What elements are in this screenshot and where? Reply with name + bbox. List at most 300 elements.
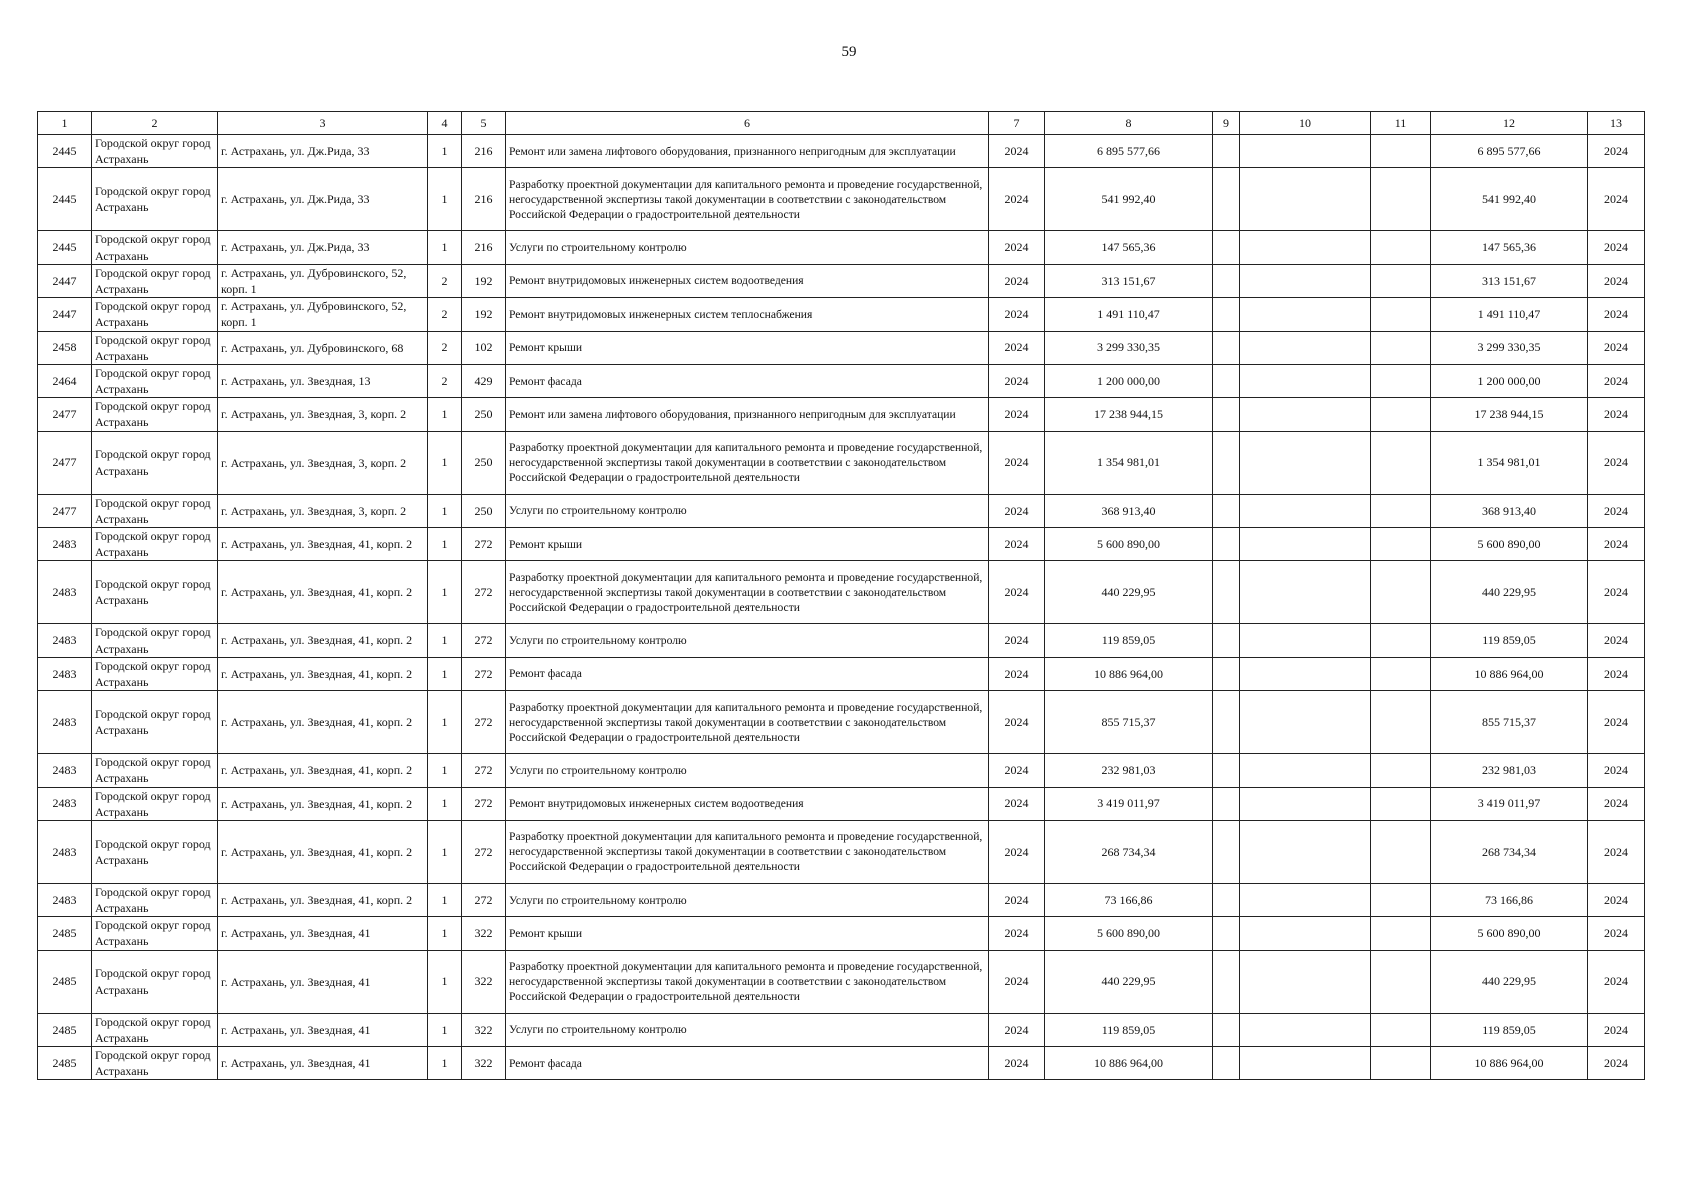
cell-address: г. Астрахань, ул. Звездная, 41	[218, 1013, 428, 1046]
cell-col-10	[1240, 883, 1371, 916]
cell-col-9	[1213, 561, 1240, 624]
cell-col-4: 1	[428, 787, 462, 820]
cell-municipality: Городской округ город Астрахань	[92, 494, 218, 527]
cell-col-13: 2024	[1588, 657, 1645, 690]
cell-col-11	[1371, 528, 1431, 561]
cell-address: г. Астрахань, ул. Звездная, 41, корп. 2	[218, 528, 428, 561]
cell-col-4: 1	[428, 431, 462, 494]
cell-cost: 268 734,34	[1045, 820, 1213, 883]
cell-work-type: Разработку проектной документации для капитального ремонта и проведение государственной, негосударственной экспертизы такой документации в соответствии с законодательством Российской Федерации о градостроительной деятельности	[506, 820, 989, 883]
cell-work-type: Ремонт фасада	[506, 364, 989, 397]
cell-col-13: 2024	[1588, 950, 1645, 1013]
cell-work-type: Услуги по строительному контролю	[506, 1013, 989, 1046]
table-row	[38, 820, 1645, 883]
column-header: 4	[428, 112, 462, 135]
cell-col-9	[1213, 364, 1240, 397]
cell-record-number: 2483	[38, 657, 92, 690]
cell-col-9	[1213, 787, 1240, 820]
cell-col-5: 272	[462, 787, 506, 820]
cell-col-4: 1	[428, 135, 462, 168]
cell-record-number: 2477	[38, 431, 92, 494]
cell-col-11	[1371, 231, 1431, 264]
cell-col-5: 102	[462, 331, 506, 364]
cell-record-number: 2483	[38, 754, 92, 787]
cell-cost: 440 229,95	[1045, 950, 1213, 1013]
page-number: 59	[841, 44, 857, 60]
cell-address: г. Астрахань, ул. Дж.Рида, 33	[218, 168, 428, 231]
cell-work-type: Разработку проектной документации для капитального ремонта и проведение государственной, негосударственной экспертизы такой документации в соответствии с законодательством Российской Федерации о градостроительной деятельности	[506, 168, 989, 231]
cell-work-type: Разработку проектной документации для капитального ремонта и проведение государственной, негосударственной экспертизы такой документации в соответствии с законодательством Российской Федерации о градостроительной деятельности	[506, 950, 989, 1013]
cell-col-10	[1240, 331, 1371, 364]
cell-col-7: 2024	[989, 135, 1045, 168]
cell-col-9	[1213, 917, 1240, 950]
cell-col-12: 5 600 890,00	[1431, 917, 1588, 950]
cell-municipality: Городской округ город Астрахань	[92, 883, 218, 916]
cell-col-4: 1	[428, 494, 462, 527]
cell-municipality: Городской округ город Астрахань	[92, 917, 218, 950]
cell-col-9	[1213, 264, 1240, 297]
cell-col-12: 10 886 964,00	[1431, 1047, 1588, 1080]
cell-col-4: 1	[428, 624, 462, 657]
cell-col-7: 2024	[989, 1013, 1045, 1046]
cell-col-5: 216	[462, 135, 506, 168]
cell-col-13: 2024	[1588, 494, 1645, 527]
cell-col-4: 2	[428, 331, 462, 364]
cell-col-7: 2024	[989, 431, 1045, 494]
table-row	[38, 431, 1645, 494]
cell-work-type: Ремонт внутридомовых инженерных систем водоотведения	[506, 787, 989, 820]
table-row	[38, 1047, 1645, 1080]
cell-cost: 147 565,36	[1045, 231, 1213, 264]
table-row	[38, 528, 1645, 561]
cell-col-9	[1213, 398, 1240, 431]
cell-col-7: 2024	[989, 331, 1045, 364]
cell-col-10	[1240, 1047, 1371, 1080]
cell-col-12: 440 229,95	[1431, 950, 1588, 1013]
table-row	[38, 264, 1645, 297]
cell-col-5: 322	[462, 950, 506, 1013]
column-header: 6	[506, 112, 989, 135]
cell-col-10	[1240, 657, 1371, 690]
cell-record-number: 2483	[38, 820, 92, 883]
cell-col-7: 2024	[989, 691, 1045, 754]
cell-work-type: Ремонт крыши	[506, 917, 989, 950]
cell-col-7: 2024	[989, 494, 1045, 527]
cell-cost: 73 166,86	[1045, 883, 1213, 916]
column-header: 11	[1371, 112, 1431, 135]
cell-col-4: 1	[428, 398, 462, 431]
cell-col-5: 250	[462, 431, 506, 494]
cell-col-10	[1240, 135, 1371, 168]
table-row	[38, 917, 1645, 950]
column-header: 8	[1045, 112, 1213, 135]
cell-col-4: 2	[428, 298, 462, 331]
cell-col-13: 2024	[1588, 1013, 1645, 1046]
cell-col-10	[1240, 364, 1371, 397]
cell-address: г. Астрахань, ул. Звездная, 41	[218, 917, 428, 950]
cell-col-7: 2024	[989, 787, 1045, 820]
cell-col-9	[1213, 231, 1240, 264]
cell-address: г. Астрахань, ул. Дж.Рида, 33	[218, 135, 428, 168]
cell-col-11	[1371, 331, 1431, 364]
cell-col-11	[1371, 135, 1431, 168]
cell-work-type: Разработку проектной документации для капитального ремонта и проведение государственной, негосударственной экспертизы такой документации в соответствии с законодательством Российской Федерации о градостроительной деятельности	[506, 431, 989, 494]
cell-col-5: 429	[462, 364, 506, 397]
cell-col-10	[1240, 528, 1371, 561]
cell-col-11	[1371, 364, 1431, 397]
cell-col-13: 2024	[1588, 561, 1645, 624]
cell-municipality: Городской округ город Астрахань	[92, 264, 218, 297]
cell-col-5: 250	[462, 398, 506, 431]
cell-municipality: Городской округ город Астрахань	[92, 364, 218, 397]
cell-record-number: 2458	[38, 331, 92, 364]
cell-work-type: Ремонт фасада	[506, 657, 989, 690]
cell-municipality: Городской округ город Астрахань	[92, 168, 218, 231]
cell-col-13: 2024	[1588, 168, 1645, 231]
cell-record-number: 2483	[38, 561, 92, 624]
cell-col-13: 2024	[1588, 917, 1645, 950]
cell-record-number: 2483	[38, 528, 92, 561]
cell-municipality: Городской округ город Астрахань	[92, 231, 218, 264]
cell-col-4: 1	[428, 950, 462, 1013]
cell-col-9	[1213, 331, 1240, 364]
cell-col-13: 2024	[1588, 820, 1645, 883]
cell-address: г. Астрахань, ул. Звездная, 41, корп. 2	[218, 561, 428, 624]
cell-col-5: 192	[462, 298, 506, 331]
cell-col-4: 1	[428, 820, 462, 883]
cell-municipality: Городской округ город Астрахань	[92, 657, 218, 690]
column-header: 7	[989, 112, 1045, 135]
cell-address: г. Астрахань, ул. Дж.Рида, 33	[218, 231, 428, 264]
cell-cost: 313 151,67	[1045, 264, 1213, 297]
cell-cost: 3 299 330,35	[1045, 331, 1213, 364]
table-row	[38, 398, 1645, 431]
cell-address: г. Астрахань, ул. Звездная, 41, корп. 2	[218, 624, 428, 657]
cell-col-12: 1 491 110,47	[1431, 298, 1588, 331]
cell-col-7: 2024	[989, 168, 1045, 231]
cell-col-13: 2024	[1588, 883, 1645, 916]
cell-record-number: 2445	[38, 168, 92, 231]
cell-col-11	[1371, 657, 1431, 690]
column-header: 3	[218, 112, 428, 135]
cell-work-type: Ремонт или замена лифтового оборудования, признанного непригодным для эксплуатации	[506, 135, 989, 168]
cell-municipality: Городской округ город Астрахань	[92, 950, 218, 1013]
table-row	[38, 1013, 1645, 1046]
cell-col-10	[1240, 431, 1371, 494]
cell-col-10	[1240, 168, 1371, 231]
column-header: 12	[1431, 112, 1588, 135]
cell-col-10	[1240, 787, 1371, 820]
cell-col-13: 2024	[1588, 135, 1645, 168]
cell-col-9	[1213, 820, 1240, 883]
cell-col-4: 1	[428, 1013, 462, 1046]
cell-col-9	[1213, 135, 1240, 168]
cell-col-13: 2024	[1588, 624, 1645, 657]
cell-col-7: 2024	[989, 624, 1045, 657]
cell-col-11	[1371, 624, 1431, 657]
column-header: 5	[462, 112, 506, 135]
cell-work-type: Ремонт крыши	[506, 331, 989, 364]
cell-col-4: 1	[428, 1047, 462, 1080]
cell-col-11	[1371, 1047, 1431, 1080]
cell-work-type: Услуги по строительному контролю	[506, 624, 989, 657]
cell-col-12: 17 238 944,15	[1431, 398, 1588, 431]
cell-col-13: 2024	[1588, 331, 1645, 364]
cell-municipality: Городской округ город Астрахань	[92, 135, 218, 168]
cell-col-9	[1213, 950, 1240, 1013]
cell-col-12: 541 992,40	[1431, 168, 1588, 231]
cell-work-type: Ремонт или замена лифтового оборудования, признанного непригодным для эксплуатации	[506, 398, 989, 431]
cell-col-5: 272	[462, 624, 506, 657]
cell-col-4: 1	[428, 917, 462, 950]
cell-record-number: 2485	[38, 1013, 92, 1046]
cell-municipality: Городской округ город Астрахань	[92, 624, 218, 657]
table-row	[38, 561, 1645, 624]
cell-col-7: 2024	[989, 398, 1045, 431]
cell-cost: 119 859,05	[1045, 624, 1213, 657]
cell-col-4: 2	[428, 264, 462, 297]
cell-col-5: 272	[462, 657, 506, 690]
cell-municipality: Городской округ город Астрахань	[92, 820, 218, 883]
cell-col-10	[1240, 1013, 1371, 1046]
column-header: 2	[92, 112, 218, 135]
cell-col-13: 2024	[1588, 398, 1645, 431]
cell-municipality: Городской округ город Астрахань	[92, 691, 218, 754]
cell-work-type: Ремонт внутридомовых инженерных систем водоотведения	[506, 264, 989, 297]
cell-col-10	[1240, 298, 1371, 331]
cell-col-7: 2024	[989, 364, 1045, 397]
table-row	[38, 691, 1645, 754]
cell-col-13: 2024	[1588, 231, 1645, 264]
cell-col-12: 6 895 577,66	[1431, 135, 1588, 168]
cell-col-9	[1213, 1013, 1240, 1046]
cell-record-number: 2483	[38, 787, 92, 820]
cell-col-12: 232 981,03	[1431, 754, 1588, 787]
cell-col-9	[1213, 691, 1240, 754]
cell-col-12: 10 886 964,00	[1431, 657, 1588, 690]
cell-cost: 440 229,95	[1045, 561, 1213, 624]
cell-record-number: 2483	[38, 691, 92, 754]
cell-record-number: 2485	[38, 950, 92, 1013]
cell-col-12: 268 734,34	[1431, 820, 1588, 883]
cell-col-4: 1	[428, 561, 462, 624]
cell-municipality: Городской округ город Астрахань	[92, 1013, 218, 1046]
cell-col-12: 3 419 011,97	[1431, 787, 1588, 820]
cell-work-type: Услуги по строительному контролю	[506, 883, 989, 916]
cell-col-13: 2024	[1588, 298, 1645, 331]
cell-col-13: 2024	[1588, 1047, 1645, 1080]
cell-col-10	[1240, 624, 1371, 657]
cell-col-5: 322	[462, 1047, 506, 1080]
cell-col-7: 2024	[989, 561, 1045, 624]
cell-col-7: 2024	[989, 950, 1045, 1013]
cell-record-number: 2447	[38, 264, 92, 297]
cell-cost: 3 419 011,97	[1045, 787, 1213, 820]
cell-col-4: 1	[428, 657, 462, 690]
register-table	[37, 111, 1645, 1080]
cell-municipality: Городской округ город Астрахань	[92, 331, 218, 364]
cell-col-11	[1371, 494, 1431, 527]
cell-record-number: 2477	[38, 398, 92, 431]
cell-work-type: Разработку проектной документации для капитального ремонта и проведение государственной, негосударственной экспертизы такой документации в соответствии с законодательством Российской Федерации о градостроительной деятельности	[506, 561, 989, 624]
cell-col-7: 2024	[989, 264, 1045, 297]
cell-col-9	[1213, 1047, 1240, 1080]
cell-col-12: 368 913,40	[1431, 494, 1588, 527]
cell-col-7: 2024	[989, 917, 1045, 950]
cell-address: г. Астрахань, ул. Звездная, 3, корп. 2	[218, 431, 428, 494]
column-header: 9	[1213, 112, 1240, 135]
cell-cost: 10 886 964,00	[1045, 657, 1213, 690]
cell-col-11	[1371, 820, 1431, 883]
cell-col-10	[1240, 231, 1371, 264]
cell-cost: 1 354 981,01	[1045, 431, 1213, 494]
cell-cost: 855 715,37	[1045, 691, 1213, 754]
cell-cost: 119 859,05	[1045, 1013, 1213, 1046]
cell-cost: 541 992,40	[1045, 168, 1213, 231]
cell-record-number: 2447	[38, 298, 92, 331]
cell-municipality: Городской округ город Астрахань	[92, 1047, 218, 1080]
cell-col-5: 272	[462, 883, 506, 916]
cell-cost: 6 895 577,66	[1045, 135, 1213, 168]
table-row	[38, 298, 1645, 331]
table-row	[38, 624, 1645, 657]
cell-col-5: 272	[462, 528, 506, 561]
cell-address: г. Астрахань, ул. Звездная, 3, корп. 2	[218, 494, 428, 527]
cell-col-7: 2024	[989, 883, 1045, 916]
cell-col-7: 2024	[989, 298, 1045, 331]
cell-col-11	[1371, 298, 1431, 331]
cell-col-12: 1 200 000,00	[1431, 364, 1588, 397]
cell-address: г. Астрахань, ул. Звездная, 41, корп. 2	[218, 657, 428, 690]
table-row	[38, 950, 1645, 1013]
cell-address: г. Астрахань, ул. Звездная, 41	[218, 1047, 428, 1080]
cell-work-type: Ремонт крыши	[506, 528, 989, 561]
cell-record-number: 2483	[38, 883, 92, 916]
column-header: 10	[1240, 112, 1371, 135]
cell-record-number: 2445	[38, 135, 92, 168]
cell-col-4: 1	[428, 528, 462, 561]
cell-col-5: 272	[462, 754, 506, 787]
cell-cost: 368 913,40	[1045, 494, 1213, 527]
cell-col-5: 272	[462, 561, 506, 624]
cell-cost: 1 491 110,47	[1045, 298, 1213, 331]
cell-col-9	[1213, 431, 1240, 494]
cell-col-9	[1213, 528, 1240, 561]
cell-col-11	[1371, 168, 1431, 231]
cell-col-5: 250	[462, 494, 506, 527]
cell-col-9	[1213, 883, 1240, 916]
cell-col-10	[1240, 494, 1371, 527]
cell-col-10	[1240, 917, 1371, 950]
cell-address: г. Астрахань, ул. Дубровинского, 68	[218, 331, 428, 364]
cell-municipality: Городской округ город Астрахань	[92, 787, 218, 820]
cell-col-11	[1371, 950, 1431, 1013]
cell-col-12: 119 859,05	[1431, 1013, 1588, 1046]
cell-municipality: Городской округ город Астрахань	[92, 431, 218, 494]
cell-col-9	[1213, 624, 1240, 657]
column-header: 13	[1588, 112, 1645, 135]
table-row	[38, 787, 1645, 820]
table-row	[38, 754, 1645, 787]
cell-col-9	[1213, 494, 1240, 527]
cell-col-12: 73 166,86	[1431, 883, 1588, 916]
cell-col-12: 3 299 330,35	[1431, 331, 1588, 364]
cell-col-12: 147 565,36	[1431, 231, 1588, 264]
cell-col-11	[1371, 264, 1431, 297]
cell-col-7: 2024	[989, 820, 1045, 883]
cell-cost: 10 886 964,00	[1045, 1047, 1213, 1080]
cell-address: г. Астрахань, ул. Дубровинского, 52, корп. 1	[218, 264, 428, 297]
table-row	[38, 168, 1645, 231]
cell-work-type: Услуги по строительному контролю	[506, 231, 989, 264]
cell-col-5: 216	[462, 231, 506, 264]
table-row	[38, 331, 1645, 364]
cell-work-type: Ремонт внутридомовых инженерных систем теплоснабжения	[506, 298, 989, 331]
cell-col-12: 440 229,95	[1431, 561, 1588, 624]
cell-work-type: Разработку проектной документации для капитального ремонта и проведение государственной, негосударственной экспертизы такой документации в соответствии с законодательством Российской Федерации о градостроительной деятельности	[506, 691, 989, 754]
cell-col-11	[1371, 787, 1431, 820]
cell-col-10	[1240, 264, 1371, 297]
cell-col-11	[1371, 398, 1431, 431]
cell-address: г. Астрахань, ул. Звездная, 3, корп. 2	[218, 398, 428, 431]
cell-municipality: Городской округ город Астрахань	[92, 528, 218, 561]
cell-work-type: Ремонт фасада	[506, 1047, 989, 1080]
cell-cost: 5 600 890,00	[1045, 917, 1213, 950]
cell-address: г. Астрахань, ул. Дубровинского, 52, корп. 1	[218, 298, 428, 331]
cell-address: г. Астрахань, ул. Звездная, 41, корп. 2	[218, 883, 428, 916]
cell-col-13: 2024	[1588, 754, 1645, 787]
cell-address: г. Астрахань, ул. Звездная, 41	[218, 950, 428, 1013]
cell-municipality: Городской округ город Астрахань	[92, 561, 218, 624]
table-row	[38, 231, 1645, 264]
cell-col-11	[1371, 431, 1431, 494]
cell-col-10	[1240, 754, 1371, 787]
cell-col-7: 2024	[989, 1047, 1045, 1080]
cell-col-13: 2024	[1588, 431, 1645, 494]
cell-col-13: 2024	[1588, 787, 1645, 820]
cell-address: г. Астрахань, ул. Звездная, 41, корп. 2	[218, 820, 428, 883]
column-header: 1	[38, 112, 92, 135]
cell-municipality: Городской округ город Астрахань	[92, 398, 218, 431]
table-body	[38, 135, 1645, 1080]
cell-col-12: 313 151,67	[1431, 264, 1588, 297]
cell-col-4: 1	[428, 883, 462, 916]
cell-col-12: 855 715,37	[1431, 691, 1588, 754]
cell-work-type: Услуги по строительному контролю	[506, 494, 989, 527]
cell-col-13: 2024	[1588, 691, 1645, 754]
cell-address: г. Астрахань, ул. Звездная, 41, корп. 2	[218, 754, 428, 787]
cell-address: г. Астрахань, ул. Звездная, 41, корп. 2	[218, 691, 428, 754]
cell-col-12: 5 600 890,00	[1431, 528, 1588, 561]
cell-col-10	[1240, 820, 1371, 883]
cell-record-number: 2477	[38, 494, 92, 527]
cell-address: г. Астрахань, ул. Звездная, 41, корп. 2	[218, 787, 428, 820]
cell-record-number: 2483	[38, 624, 92, 657]
cell-record-number: 2445	[38, 231, 92, 264]
cell-col-11	[1371, 691, 1431, 754]
cell-col-11	[1371, 883, 1431, 916]
cell-col-7: 2024	[989, 657, 1045, 690]
cell-col-4: 1	[428, 754, 462, 787]
cell-col-11	[1371, 1013, 1431, 1046]
cell-cost: 5 600 890,00	[1045, 528, 1213, 561]
cell-col-9	[1213, 298, 1240, 331]
cell-col-7: 2024	[989, 528, 1045, 561]
cell-cost: 1 200 000,00	[1045, 364, 1213, 397]
cell-col-12: 1 354 981,01	[1431, 431, 1588, 494]
cell-col-5: 322	[462, 917, 506, 950]
cell-cost: 17 238 944,15	[1045, 398, 1213, 431]
